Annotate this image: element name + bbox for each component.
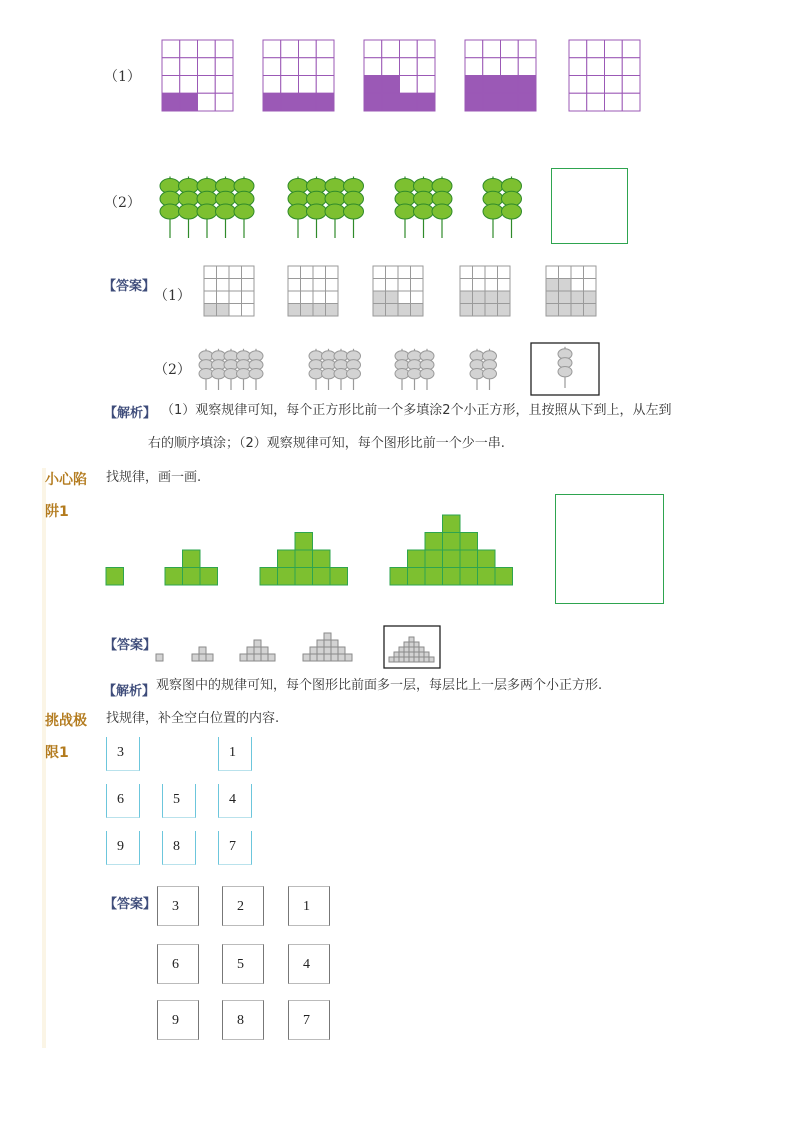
trap-answer-pyramid-1: [156, 654, 163, 661]
challenge-side-label-1: 挑战极: [45, 713, 87, 729]
trap-answer-pyramid-2-cell: [199, 647, 206, 654]
trap-analysis-text: 观察图中的规律可知，每个图形比前面多一层，每层比上一层多两个小正方形.: [156, 678, 603, 693]
trap-answer-pyramid-5-cell: [404, 647, 409, 652]
trap-answer-pyramid-3-cell: [254, 640, 261, 647]
trap-answer-pyramid-5-cell: [404, 657, 409, 662]
trap-answer-pyramid-3-cell: [261, 647, 268, 654]
challenge-grid-cell: 1: [218, 737, 252, 771]
trap-answer-pyramid-4-cell: [338, 654, 345, 661]
trap-answer-pyramid-4-cell: [324, 654, 331, 661]
trap-side-label-2: 阱1: [45, 504, 69, 520]
challenge-answer-grid-cell: 5: [222, 944, 264, 984]
trap-answer-pyramid-5-cell: [414, 652, 419, 657]
challenge-answer-tag: 【答案】: [104, 897, 157, 912]
trap-answer-pyramid-5-cell: [404, 642, 409, 647]
answer-1-label-2: （2）: [154, 362, 191, 378]
trap-answer-pyramid-5-cell: [409, 642, 414, 647]
trap-answer-pyramid-4-cell: [303, 654, 310, 661]
trap-answer-pyramid-5-cell: [394, 657, 399, 662]
challenge-grid-cell: [162, 737, 196, 771]
trap-answer-pyramid-1-cell: [156, 654, 163, 661]
challenge-prompt: 找规律，补全空白位置的内容.: [106, 711, 280, 726]
trap-answer-pyramid-2-cell: [199, 654, 206, 661]
trap-answer-pyramid-5-cell: [404, 652, 409, 657]
trap-answer-pyramid-4: [303, 633, 352, 661]
question-2-label: （2）: [104, 195, 141, 211]
trap-answer-pyramid-5-cell: [424, 657, 429, 662]
trap-answer-pyramid-5-cell: [399, 647, 404, 652]
challenge-side-label-2: 限1: [45, 745, 69, 761]
trap-answer-pyramid-4-cell: [324, 633, 331, 640]
trap-answer-pyramid-4-cell: [324, 647, 331, 654]
trap-answer-pyramid-5-cell: [389, 657, 394, 662]
trap-answer-pyramid-5-cell: [409, 637, 414, 642]
trap-answer-pyramid-4-cell: [338, 647, 345, 654]
challenge-grid-cell: 8: [162, 831, 196, 865]
challenge-answer-grid-cell: 6: [157, 944, 199, 984]
trap-answer-pyramid-5-cell: [409, 657, 414, 662]
trap-answer-pyramid-5-cell: [409, 647, 414, 652]
challenge-answer-grid-cell: 2: [222, 886, 264, 926]
challenge-answer-grid-cell: 3: [157, 886, 199, 926]
trap-answer-pyramid-4-cell: [317, 647, 324, 654]
trap-answer-pyramid-4-cell: [310, 654, 317, 661]
trap-answer-pyramid-3-cell: [247, 647, 254, 654]
trap-answer-pyramid-5-cell: [394, 652, 399, 657]
trap-answer-pyramid-3-cell: [240, 654, 247, 661]
challenge-grid-cell: 4: [218, 784, 252, 818]
trap-answer-pyramid-3-cell: [254, 654, 261, 661]
answer-1-label-1: （1）: [154, 288, 191, 304]
trap-answer-pyramid-3-cell: [268, 654, 275, 661]
challenge-answer-grid-cell: 8: [222, 1000, 264, 1040]
trap-answer-pyramid-5-cell: [419, 657, 424, 662]
trap-answer-pyramid-4-cell: [331, 654, 338, 661]
trap-answer-pyramid-2-cell: [206, 654, 213, 661]
trap-answer-pyramid-5-cell: [414, 642, 419, 647]
trap-answer-pyramid-4-cell: [331, 640, 338, 647]
analysis-1-line-1: （1）观察规律可知，每个正方形比前一个多填涂2个小正方形，且按照从下到上，从左到: [161, 403, 672, 418]
trap-answer-tag: 【答案】: [104, 638, 157, 653]
challenge-answer-grid-cell: 4: [288, 944, 330, 984]
challenge-answer-grid-cell: 1: [288, 886, 330, 926]
trap-answer-pyramid-5-cell: [414, 657, 419, 662]
trap-answer-pyramid-5-cell: [419, 652, 424, 657]
challenge-grid-cell: 3: [106, 737, 140, 771]
trap-answer-pyramid-3-cell: [247, 654, 254, 661]
trap-answer-pyramid-4-cell: [317, 654, 324, 661]
trap-answer-pyramid-5-cell: [419, 647, 424, 652]
trap-side-label-1: 小心陷: [45, 472, 87, 488]
trap-answer-pyramid-5-cell: [409, 652, 414, 657]
trap-answer-pyramid-3: [240, 640, 275, 661]
trap-answer-pyramid-4-cell: [317, 640, 324, 647]
trap-answer-pyramid-5-cell: [414, 647, 419, 652]
challenge-grid-cell: 9: [106, 831, 140, 865]
trap-answer-pyramid-2-cell: [192, 654, 199, 661]
trap-answer-pyramid-5-cell: [429, 657, 434, 662]
trap-answer-pyramid-4-cell: [345, 654, 352, 661]
question-1-label: （1）: [104, 69, 141, 85]
trap-prompt: 找规律，画一画.: [106, 470, 202, 485]
trap-answer-pyramid-5-cell: [424, 652, 429, 657]
trap-answer-pyramid-5-cell: [399, 657, 404, 662]
trap-answer-pyramid-5-cell: [399, 652, 404, 657]
challenge-grid-cell: 7: [218, 831, 252, 865]
challenge-answer-grid-cell: 9: [157, 1000, 199, 1040]
challenge-grid-cell: 6: [106, 784, 140, 818]
challenge-grid-cell: 5: [162, 784, 196, 818]
trap-answer-pyramid-4-cell: [310, 647, 317, 654]
trap-answer-pyramid-2: [192, 647, 213, 661]
analysis-1-tag: 【解析】: [104, 406, 157, 421]
trap-answer-pyramid-4-cell: [324, 640, 331, 647]
trap-answer-pyramid-4-cell: [331, 647, 338, 654]
trap-answer-pyramid-3-cell: [254, 647, 261, 654]
answer-1-tag: 【答案】: [103, 279, 156, 294]
analysis-1-line-2: 右的顺序填涂；（2）观察规律可知，每个图形比前一个少一串.: [148, 436, 505, 451]
trap-analysis-tag: 【解析】: [103, 684, 156, 699]
challenge-answer-grid-cell: 7: [288, 1000, 330, 1040]
trap-answer-pyramid-3-cell: [261, 654, 268, 661]
